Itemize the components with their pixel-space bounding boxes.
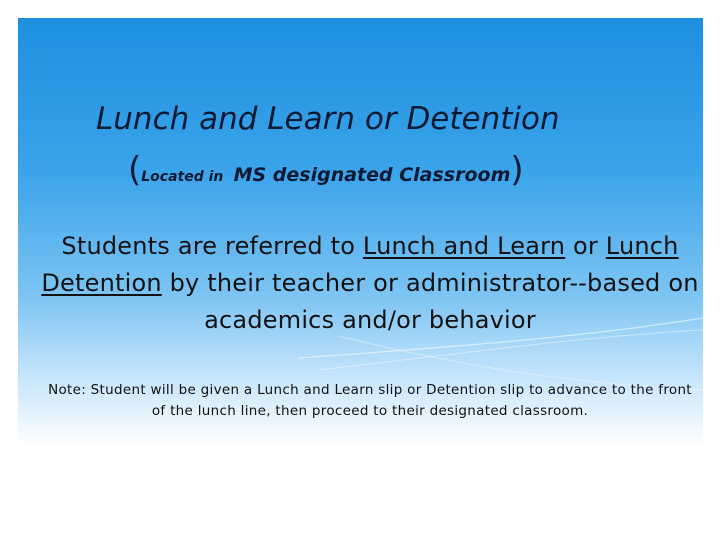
slide-title: Lunch and Learn or Detention xyxy=(96,101,560,137)
location-label: MS designated Classroom xyxy=(233,164,511,186)
lunch-detention-link[interactable]: Lunch Detention xyxy=(41,232,679,297)
body-text-2: or xyxy=(565,232,606,260)
body-paragraph xyxy=(40,228,700,339)
located-label: Located in xyxy=(141,169,224,185)
close-paren: ) xyxy=(510,150,524,190)
slide-subtitle xyxy=(128,146,688,201)
lunch-and-learn-link[interactable]: Lunch and Learn xyxy=(362,232,566,260)
open-paren: ( xyxy=(128,150,142,190)
note-text: Note: Student will be given a Lunch and Learn slip or Detention slip to advance to the front of the lunch line, then proceed to their designated classroom. xyxy=(48,382,692,419)
body-text-1: Students are referred to xyxy=(61,232,363,260)
body-text-3: by their teacher or administrator--based on academics and/or behavior xyxy=(161,269,699,334)
